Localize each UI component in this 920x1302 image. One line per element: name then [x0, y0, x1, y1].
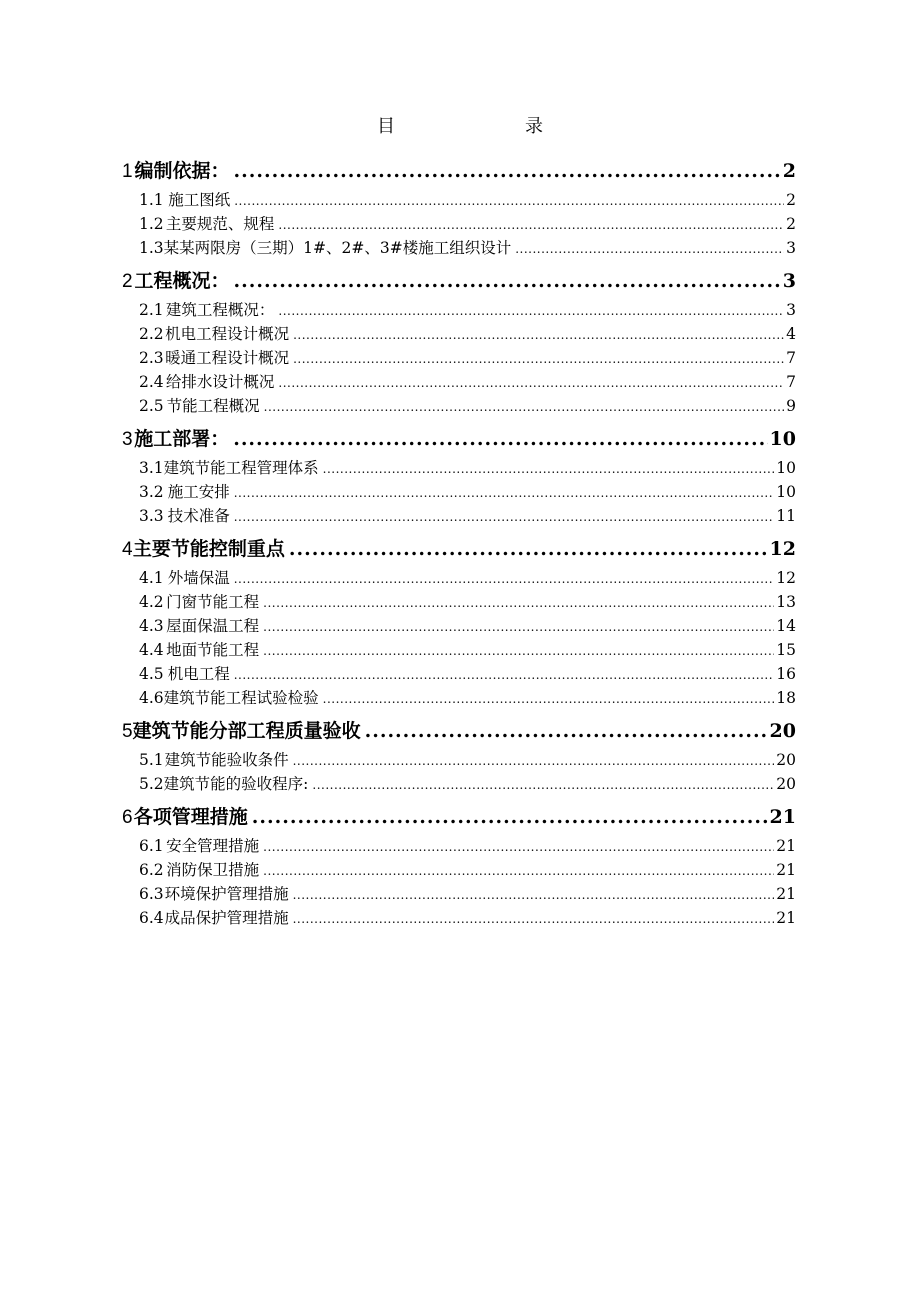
toc-entry-3-1[interactable] — [122, 456, 796, 480]
toc-dot-leader — [234, 486, 775, 500]
toc-dot-leader — [263, 620, 774, 634]
toc-entry-6-3[interactable] — [122, 882, 796, 906]
toc-dot-leader — [515, 242, 784, 256]
toc-entry-title: 主要规范、规程 — [165, 215, 275, 233]
toc-entry-title: 建筑节能工程管理体系 — [163, 459, 319, 477]
toc-entry-page: 3 — [786, 239, 796, 257]
toc-dot-leader — [234, 194, 784, 208]
toc-entry-6-4[interactable] — [122, 906, 796, 930]
toc-entry-2-3[interactable] — [122, 346, 796, 370]
toc-entry-2-2[interactable] — [122, 322, 796, 346]
toc-entry-title: 外墙保温 — [167, 569, 230, 587]
toc-entry-title: 消防保卫措施 — [166, 861, 260, 879]
toc-entry-3-3[interactable] — [122, 504, 796, 528]
toc-section-1 — [122, 156, 796, 260]
toc-entry-4-4[interactable] — [122, 638, 796, 662]
toc-dot-leader — [234, 668, 775, 682]
toc-entry-2[interactable] — [122, 266, 796, 298]
toc-entry-number: 4.6 — [139, 689, 164, 707]
toc-entry-5[interactable] — [122, 716, 796, 748]
toc-entry-5-1[interactable] — [122, 748, 796, 772]
toc-entry-4-5[interactable] — [122, 662, 796, 686]
toc-entry-number: 3.2 — [139, 483, 164, 501]
toc-dot-leader — [293, 912, 775, 926]
toc-section-4 — [122, 534, 796, 710]
toc-dot-leader — [234, 572, 775, 586]
toc-entry-page: 21 — [776, 885, 796, 903]
toc-entry-number: 1.2 — [139, 215, 164, 233]
toc-entry-page: 10 — [776, 459, 796, 477]
toc-dot-leader — [264, 400, 784, 414]
toc-entry-number: 4.4 — [139, 641, 164, 659]
toc-entry-title: 机电工程设计概况 — [165, 325, 290, 343]
toc-entry-3-2[interactable] — [122, 480, 796, 504]
toc-entry-title: 暖通工程设计概况 — [165, 349, 290, 367]
toc-dot-leader — [293, 754, 775, 768]
toc-dot-leader — [323, 462, 775, 476]
toc-entry-number: 6.4 — [139, 909, 164, 927]
toc-entry-2-4[interactable] — [122, 370, 796, 394]
toc-entry-title: 施工图纸 — [168, 191, 231, 209]
toc-dot-leader — [289, 538, 768, 560]
toc-dot-leader — [293, 888, 775, 902]
toc-title-char-2: 录 — [525, 116, 543, 137]
toc-entry-4-6[interactable] — [122, 686, 796, 710]
toc-entry-page: 10 — [769, 428, 796, 450]
toc-entry-title: 节能工程概况 — [166, 397, 260, 415]
toc-entry-title: 某某两限房（三期）1#、2#、3#楼施工组织设计 — [163, 239, 512, 257]
toc-entry-number: 5.1 — [139, 751, 164, 769]
toc-entry-page: 3 — [782, 270, 796, 292]
toc-dot-leader — [293, 352, 784, 366]
toc-entry-1[interactable] — [122, 156, 796, 188]
toc-dot-leader — [252, 806, 768, 828]
toc-title — [0, 112, 920, 140]
toc-entry-title: 施工安排 — [167, 483, 230, 501]
toc-entry-page: 4 — [786, 325, 796, 343]
toc-section-3 — [122, 424, 796, 528]
toc-dot-leader — [263, 596, 774, 610]
toc-entry-number: 2 — [122, 271, 133, 292]
toc-entry-page: 20 — [776, 751, 796, 769]
toc-dot-leader — [278, 376, 784, 390]
toc-entry-page: 21 — [776, 837, 796, 855]
toc-entry-title: 技术准备 — [167, 507, 230, 525]
toc-entry-number: 2.5 — [139, 397, 164, 415]
toc-entry-5-2[interactable] — [122, 772, 796, 796]
toc-dot-leader — [233, 428, 767, 450]
toc-entry-number: 1 — [122, 161, 133, 182]
toc-entry-number: 6 — [122, 807, 133, 828]
toc-entry-title: 地面节能工程 — [166, 641, 260, 659]
toc-dot-leader — [234, 160, 781, 182]
toc-entry-title: 给排水设计概况 — [165, 373, 275, 391]
toc-entry-number: 4.2 — [139, 593, 164, 611]
toc-entry-title: 建筑节能工程试验检验 — [163, 689, 319, 707]
toc-entry-6[interactable] — [122, 802, 796, 834]
toc-entry-page: 20 — [776, 775, 796, 793]
toc-entry-number: 1.3 — [139, 239, 164, 257]
toc-entry-title: 施工部署： — [134, 428, 230, 450]
toc-entry-2-5[interactable] — [122, 394, 796, 418]
toc-entry-number: 4 — [122, 539, 133, 560]
toc-entry-number: 4.1 — [139, 569, 164, 587]
toc-entry-page: 12 — [769, 538, 796, 560]
toc-entry-page: 3 — [786, 301, 796, 319]
toc-entry-number: 5.2 — [139, 775, 164, 793]
toc-entry-title: 编制依据： — [134, 160, 230, 182]
toc-dot-leader — [278, 304, 784, 318]
toc-entry-page: 7 — [786, 349, 796, 367]
toc-entry-title: 工程概况： — [134, 270, 230, 292]
toc-entry-number: 2.3 — [139, 349, 164, 367]
toc-entry-page: 18 — [776, 689, 796, 707]
toc-entry-title: 建筑节能验收条件 — [164, 751, 289, 769]
toc-entry-page: 9 — [786, 397, 796, 415]
toc-entry-number: 3.1 — [139, 459, 164, 477]
toc-entry-1-2[interactable] — [122, 212, 796, 236]
toc-entry-number: 3 — [122, 429, 133, 450]
toc-entry-3[interactable] — [122, 424, 796, 456]
toc-section-6 — [122, 802, 796, 930]
toc-entry-title: 门窗节能工程 — [166, 593, 260, 611]
toc-entry-page: 2 — [786, 191, 796, 209]
toc-entry-title: 建筑工程概况： — [165, 301, 275, 319]
toc-entry-page: 16 — [776, 665, 796, 683]
toc-entry-page: 2 — [782, 160, 796, 182]
toc-entry-4[interactable] — [122, 534, 796, 566]
toc-entry-6-2[interactable] — [122, 858, 796, 882]
toc-entry-page: 10 — [776, 483, 796, 501]
toc-entry-4-1[interactable] — [122, 566, 796, 590]
toc-entry-1-3[interactable] — [122, 236, 796, 260]
toc-entry-page: 21 — [776, 861, 796, 879]
toc-entry-page: 13 — [776, 593, 796, 611]
toc-entry-number: 6.1 — [139, 837, 164, 855]
toc-entry-number: 6.3 — [139, 885, 164, 903]
toc-entry-page: 7 — [786, 373, 796, 391]
toc-entry-4-2[interactable] — [122, 590, 796, 614]
toc-dot-leader — [278, 218, 784, 232]
toc-entry-number: 4.5 — [139, 665, 164, 683]
toc-dot-leader — [323, 692, 775, 706]
toc-entry-page: 21 — [769, 806, 796, 828]
toc-entry-page: 14 — [776, 617, 796, 635]
toc-entry-title: 各项管理措施 — [133, 806, 248, 828]
toc-entry-title: 环境保护管理措施 — [164, 885, 289, 903]
toc-entry-page: 2 — [786, 215, 796, 233]
toc-dot-leader — [365, 720, 768, 742]
toc-entry-page: 11 — [776, 507, 796, 525]
toc-section-2 — [122, 266, 796, 418]
toc-dot-leader — [234, 510, 775, 524]
toc-entry-title: 机电工程 — [167, 665, 230, 683]
toc-entry-title: 主要节能控制重点 — [132, 538, 285, 560]
toc-dot-leader — [293, 328, 784, 342]
toc-dot-leader — [312, 778, 774, 792]
toc-entry-title: 屋面保温工程 — [166, 617, 260, 635]
toc-entry-number: 3.3 — [139, 507, 164, 525]
table-of-contents — [122, 156, 796, 936]
toc-entry-6-1[interactable] — [122, 834, 796, 858]
toc-entry-page: 12 — [776, 569, 796, 587]
toc-entry-1-1[interactable] — [122, 188, 796, 212]
toc-entry-number: 4.3 — [139, 617, 164, 635]
toc-dot-leader — [263, 644, 774, 658]
toc-entry-page: 15 — [776, 641, 796, 659]
toc-dot-leader — [234, 270, 781, 292]
toc-section-5 — [122, 716, 796, 796]
toc-entry-page: 20 — [769, 720, 796, 742]
toc-entry-title: 建筑节能分部工程质量验收 — [132, 720, 361, 742]
toc-entry-number: 1.1 — [139, 191, 164, 209]
toc-entry-number: 6.2 — [139, 861, 164, 879]
toc-entry-4-3[interactable] — [122, 614, 796, 638]
toc-entry-number: 2.2 — [139, 325, 164, 343]
toc-entry-page: 21 — [776, 909, 796, 927]
toc-entry-title: 安全管理措施 — [166, 837, 260, 855]
toc-entry-number: 2.1 — [139, 301, 164, 319]
toc-title-char-1: 目 — [377, 116, 395, 137]
toc-dot-leader — [263, 840, 774, 854]
toc-entry-number: 5 — [122, 721, 133, 742]
toc-entry-title: 成品保护管理措施 — [164, 909, 289, 927]
toc-entry-2-1[interactable] — [122, 298, 796, 322]
toc-entry-title: 建筑节能的验收程序: — [163, 775, 309, 793]
toc-entry-number: 2.4 — [139, 373, 164, 391]
toc-dot-leader — [263, 864, 774, 878]
